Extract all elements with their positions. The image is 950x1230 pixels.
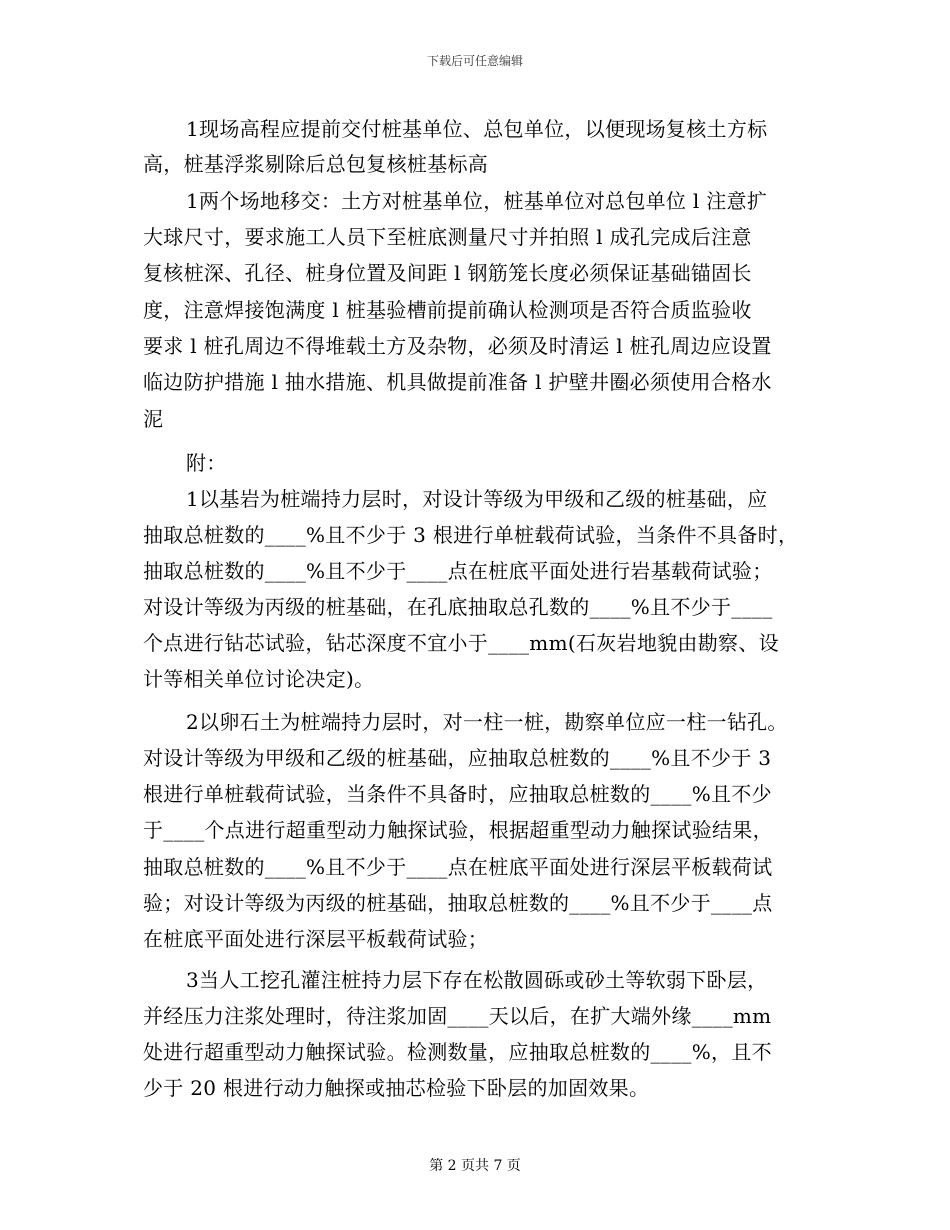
- paragraph-line: 泥: [143, 407, 164, 431]
- paragraph-line: 根进行单桩载荷试验，当条件不具备时，应抽取总桩数的____%且不少: [143, 782, 772, 806]
- paragraph-line: 个点进行钻芯试验，钻芯深度不宜小于____mm(石灰岩地貌由勘察、设: [143, 631, 779, 655]
- paragraph-line: 并经压力注浆处理时，待注浆加固____天以后，在扩大端外缘____mm: [143, 1004, 772, 1028]
- paragraph-line: 要求 l 桩孔周边不得堆载土方及杂物，必须及时清运 l 桩孔周边应设置: [143, 334, 772, 358]
- paragraph-line: 少于 20 根进行动力触探或抽芯检验下卧层的加固效果。: [143, 1076, 650, 1100]
- paragraph-line: 对设计等级为甲级和乙级的桩基础，应抽取总桩数的____%且不少于 3: [143, 746, 772, 770]
- paragraph-line: 3当人工挖孔灌注桩持力层下存在松散圆砾或砂土等软弱下卧层，: [186, 968, 768, 992]
- paragraph-line: 大球尺寸，要求施工人员下至桩底测量尺寸并拍照 l 成孔完成后注意: [143, 225, 752, 249]
- paragraph-line: 验；对设计等级为丙级的桩基础，抽取总桩数的____%且不少于____点: [143, 891, 773, 915]
- paragraph-line: 计等相关单位讨论决定)。: [143, 667, 375, 691]
- paragraph-line: 高，桩基浮浆剔除后总包复核桩基标高: [143, 152, 489, 176]
- paragraph-line: 抽取总桩数的____%且不少于____点在桩底平面处进行深层平板载荷试: [143, 855, 773, 879]
- paragraph-line: 抽取总桩数的____%且不少于____点在桩底平面处进行岩基载荷试验；: [143, 559, 773, 583]
- paragraph-line: 处进行超重型动力触探试验。检测数量，应抽取总桩数的____%，且不: [143, 1040, 772, 1064]
- paragraph-line: 2以卵石土为桩端持力层时，对一柱一桩，勘察单位应一柱一钻孔。: [186, 710, 788, 734]
- paragraph-line: 抽取总桩数的____%且不少于 3 根进行单桩载荷试验，当条件不具备时，: [143, 523, 799, 547]
- paragraph-line: 1以基岩为桩端持力层时，对设计等级为甲级和乙级的桩基础，应: [186, 487, 768, 511]
- page-header: 下载后可任意编辑: [426, 54, 523, 68]
- paragraph-line: 在桩底平面处进行深层平板载荷试验；: [143, 927, 489, 951]
- paragraph-line: 复核桩深、孔径、桩身位置及间距 l 钢筋笼长度必须保证基础锚固长: [143, 261, 752, 285]
- paragraph-line: 1现场高程应提前交付桩基单位、总包单位，以便现场复核土方标: [186, 117, 768, 141]
- page-number-footer: 第 2 页共 7 页: [429, 1158, 521, 1174]
- paragraph-line: 对设计等级为丙级的桩基础，在孔底抽取总孔数的____%且不少于____: [143, 595, 773, 619]
- paragraph-line: 1两个场地移交：土方对桩基单位，桩基单位对总包单位 l 注意扩: [186, 189, 768, 213]
- paragraph-line: 度，注意焊接饱满度 l 桩基验槽前提前确认检测项是否符合质监验收: [143, 298, 752, 322]
- paragraph-line: 于____个点进行超重型动力触探试验，根据超重型动力触探试验结果，: [143, 818, 773, 842]
- paragraph-line: 临边防护措施 l 抽水措施、机具做提前准备 l 护壁井圈必须使用合格水: [143, 370, 772, 394]
- appendix-heading: 附：: [186, 451, 227, 475]
